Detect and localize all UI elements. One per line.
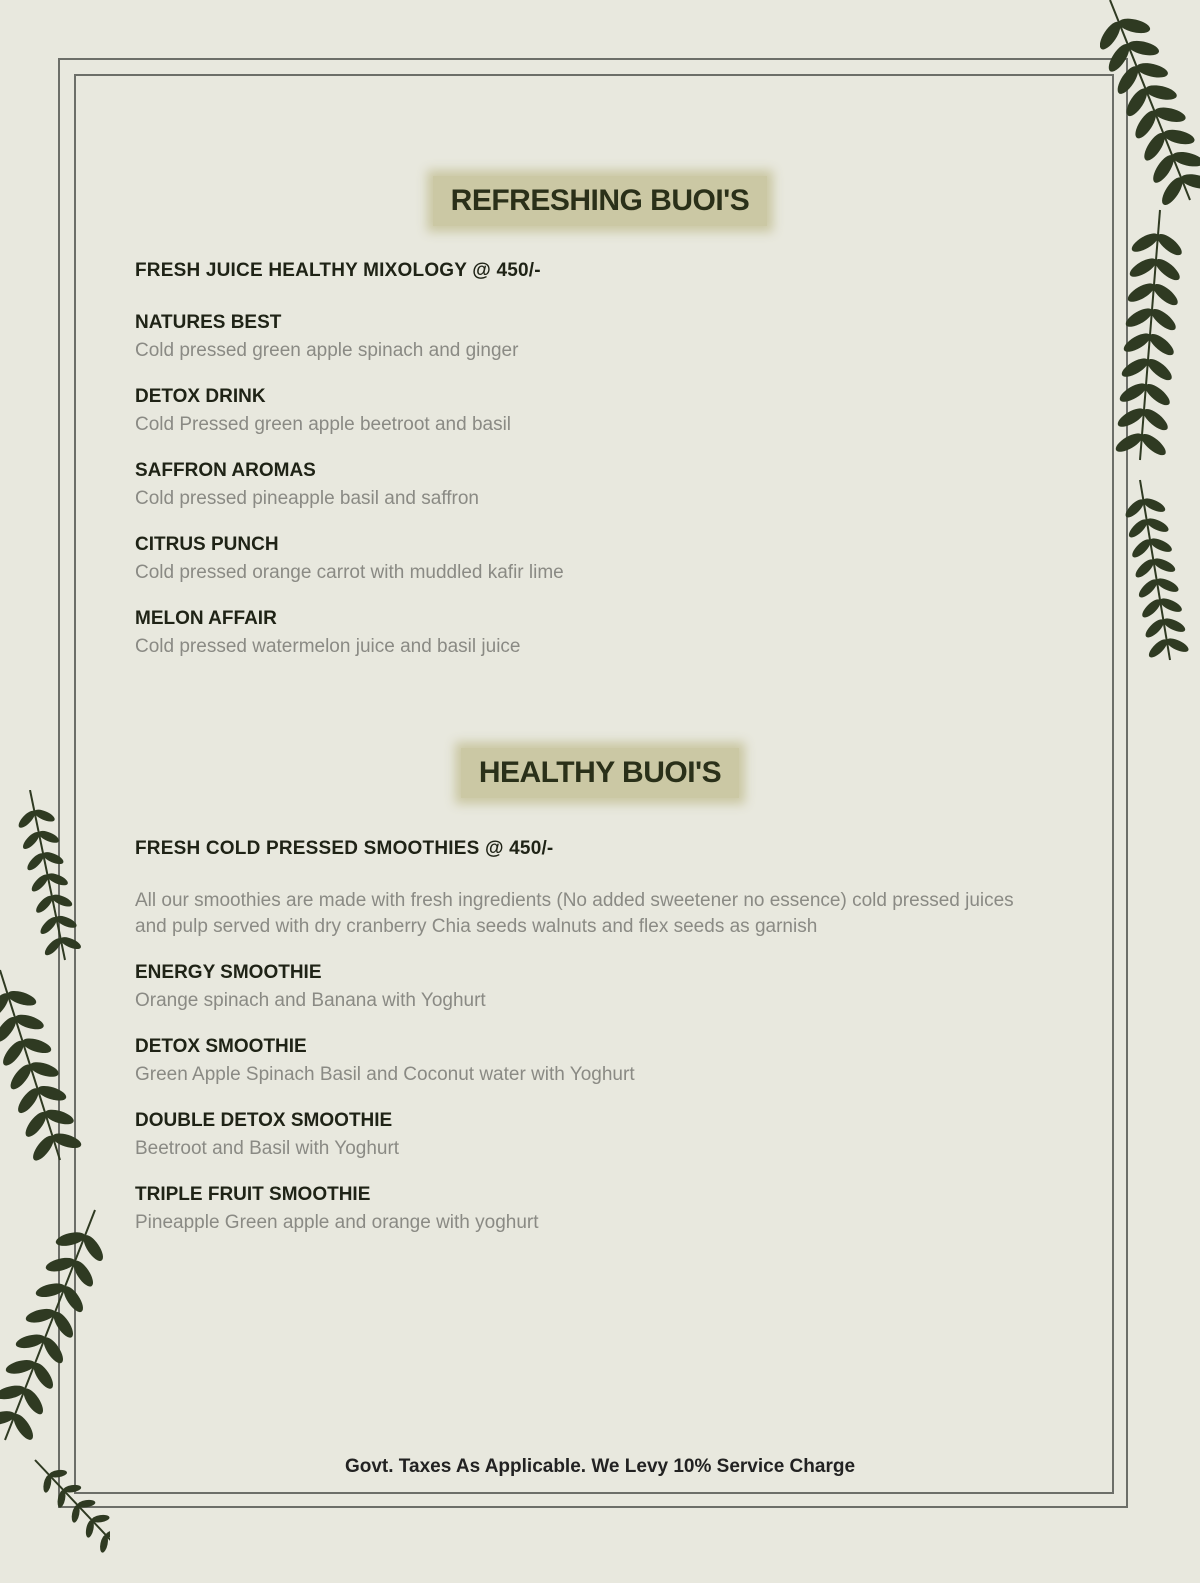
category-title: FRESH COLD PRESSED SMOOTHIES @ 450/-: [135, 838, 554, 859]
item-desc: Cold Pressed green apple beetroot and basil: [135, 414, 512, 435]
item-name: DOUBLE DETOX SMOOTHIE: [135, 1110, 393, 1131]
item-desc: Cold pressed watermelon juice and basil juice: [135, 636, 521, 657]
item-desc: Cold pressed pineapple basil and saffron: [135, 488, 479, 509]
item-name: NATURES BEST: [135, 312, 282, 333]
item-name: MELON AFFAIR: [135, 608, 277, 629]
item-desc: Pineapple Green apple and orange with yoghurt: [135, 1212, 539, 1233]
section-refreshing: [135, 260, 1035, 682]
item-name: CITRUS PUNCH: [135, 534, 279, 555]
menu-item: [135, 534, 1035, 586]
item-name: SAFFRON AROMAS: [135, 460, 316, 481]
category-title: FRESH JUICE HEALTHY MIXOLOGY @ 450/-: [135, 260, 541, 281]
section-heading-refreshing: REFRESHING BUOI'S: [0, 176, 1200, 226]
fern-leaf-icon: [1100, 0, 1200, 680]
item-desc: Green Apple Spinach Basil and Coconut water with Yoghurt: [135, 1064, 635, 1085]
smoothie-note: All our smoothies are made with fresh ingredients (No added sweetener no essence) cold pressed juices and pulp served with dry cranberry Chia seeds walnuts and flex seeds as garnish: [135, 890, 1014, 937]
fern-leaf-icon: [0, 790, 110, 1560]
section-healthy: [135, 838, 1035, 1258]
menu-item: [135, 460, 1035, 512]
item-desc: Cold pressed orange carrot with muddled kafir lime: [135, 562, 564, 583]
menu-item: [135, 962, 1035, 1014]
menu-item: [135, 1036, 1035, 1088]
item-name: DETOX DRINK: [135, 386, 266, 407]
section-heading-healthy: HEALTHY BUOI'S: [0, 748, 1200, 798]
footer-note: Govt. Taxes As Applicable. We Levy 10% Service Charge: [344, 1456, 856, 1477]
item-name: DETOX SMOOTHIE: [135, 1036, 307, 1057]
menu-item: [135, 1110, 1035, 1162]
item-desc: Orange spinach and Banana with Yoghurt: [135, 990, 486, 1011]
menu-item: [135, 386, 1035, 438]
menu-item: [135, 608, 1035, 660]
item-desc: Cold pressed green apple spinach and ginger: [135, 340, 519, 361]
menu-item: [135, 1184, 1035, 1236]
item-desc: Beetroot and Basil with Yoghurt: [135, 1138, 400, 1159]
item-name: TRIPLE FRUIT SMOOTHIE: [135, 1184, 371, 1205]
menu-item: [135, 312, 1035, 364]
item-name: ENERGY SMOOTHIE: [135, 962, 322, 983]
